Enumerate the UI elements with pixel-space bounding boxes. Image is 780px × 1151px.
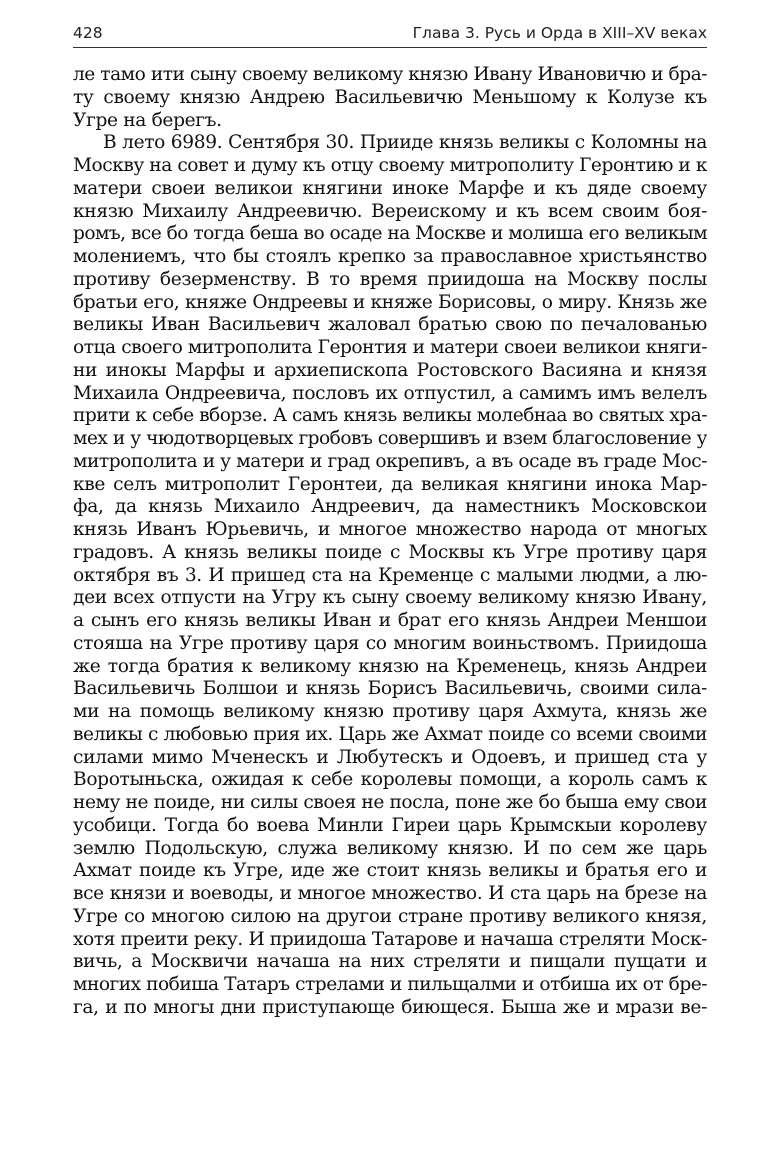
text-line: Москву на совет и думу къ отцу своему митрополиту Геронтию и к [73, 155, 707, 176]
text-line: митрополита и у матери и град окрепивъ, а въ осаде въ граде Мос- [73, 450, 707, 472]
text-line: Ахмат поиде къ Угре, иде же стоит князь великы и братья его и [73, 860, 707, 882]
text-line: ни инокы Марфы и архиепископа Ростовского Васияна и князя [73, 359, 707, 381]
text-line: Угре со многою силою на другои стране противу великого князя, [73, 905, 707, 927]
text-line: деи всех отпусти на Угру къ сыну своему великому князю Ивану, [73, 587, 707, 609]
text-line: братьи его, княже Ондреевы и княже Борисовы, о миру. Князь же [73, 291, 707, 313]
text-line: же тогда братия к великому князю на Кременець, князь Андреи [73, 655, 707, 677]
text-line: Угре на берегъ. [73, 109, 222, 131]
body-text [73, 64, 707, 1020]
text-line: Васильевичь Болшои и князь Борисъ Васильевичь, своими сила- [73, 678, 707, 700]
text-line: отца своего митрополита Геронтия и матери своеи великои княги- [73, 337, 707, 358]
running-head: Глава 3. Русь и Орда в XIII–XV веках [412, 24, 707, 42]
text-line: фа, да князь Михаило Андреевич, да наместникъ Московскои [73, 496, 707, 518]
text-line: великы с любовью прия их. Царь же Ахмат поиде со всеми своими [73, 723, 707, 745]
text-line: градовъ. А князь великы поиде с Москвы къ Угре противу царя [73, 541, 707, 563]
text-line: Воротыньска, ожидая к себе королевы помощи, а король самъ к [73, 769, 707, 791]
text-line: а сынъ его князь великы Иван и брат его князь Андреи Меншои [73, 610, 707, 631]
text-line: нему не поиде, ни силы своея не посла, поне же бо быша ему свои [73, 792, 707, 813]
text-line: прити к себе вборзе. А самъ князь великы молебнаа во святых хра- [73, 405, 707, 427]
text-line: га, и по многы дни приступающе биющеся. Быша же и мрази ве- [73, 996, 707, 1018]
text-line: князь Иванъ Юрьевичь, и многое множество народа от многых [73, 519, 707, 540]
text-line: стояша на Угре противу царя со многим воиньствомъ. Приидоша [73, 632, 707, 654]
page-number: 428 [73, 24, 103, 42]
text-line: октября въ 3. И пришед ста на Кременце с малыми людми, а лю- [73, 564, 707, 586]
page-header [73, 22, 707, 48]
text-line: все князи и воеводы, и многое множество. И ста царь на брезе на [73, 883, 707, 904]
text-line: усобици. Тогда бо воева Минли Гиреи царь Крымскыи королеву [73, 814, 707, 836]
text-line: великы Иван Васильевич жаловал братью свою по печалованью [73, 314, 707, 336]
text-line: В лето 6989. Сентября 30. Прииде князь великы с Коломны на [103, 132, 707, 154]
text-line: ту своему князю Андрею Васильевичю Меньшому к Колузе къ [73, 86, 707, 108]
text-line: противу безерменству. В то время приидоша на Москву послы [73, 268, 707, 290]
text-line: матери своеи великои княгини иноке Марфе и къ дяде своему [73, 177, 707, 199]
text-line: ми на помощь великому князю противу царя Ахмута, князь же [73, 701, 707, 722]
text-line: силами мимо Мченескъ и Любутескъ и Одоевъ, и пришед ста у [73, 746, 707, 768]
text-line: вичь, а Москвичи начаша на них стреляти и пищали пущати и [73, 951, 707, 973]
text-line: кве селъ митрополит Геронтеи, да великая княгини инока Мар- [73, 473, 707, 495]
text-line: ле тамо ити сыну своему великому князю Ивану Ивановичю и бра- [73, 64, 707, 85]
text-line: Михаила Ондреевича, пословъ их отпустил, а самимъ имъ велелъ [73, 382, 707, 404]
text-line: многих побиша Татаръ стрелами и пильщалми и отбиша их от бре- [73, 974, 707, 995]
text-line: молениемъ, что бы стоялъ крепко за православное христьянство [73, 246, 707, 267]
text-line: землю Подольскую, служа великому князю. И по сем же царь [73, 837, 707, 859]
text-line: мех и у чюдотворцевых гробовъ совершивъ и взем благословение у [73, 428, 707, 449]
text-line: князю Михаилу Андреевичю. Вереискому и къ всем своим боя- [73, 200, 707, 222]
header-rule [73, 47, 707, 48]
text-line: хотя преити реку. И приидоша Татарове и начаша стреляти Моск- [73, 928, 707, 950]
text-line: ромъ, все бо тогда беша во осаде на Москве и молиша его великым [73, 223, 707, 245]
